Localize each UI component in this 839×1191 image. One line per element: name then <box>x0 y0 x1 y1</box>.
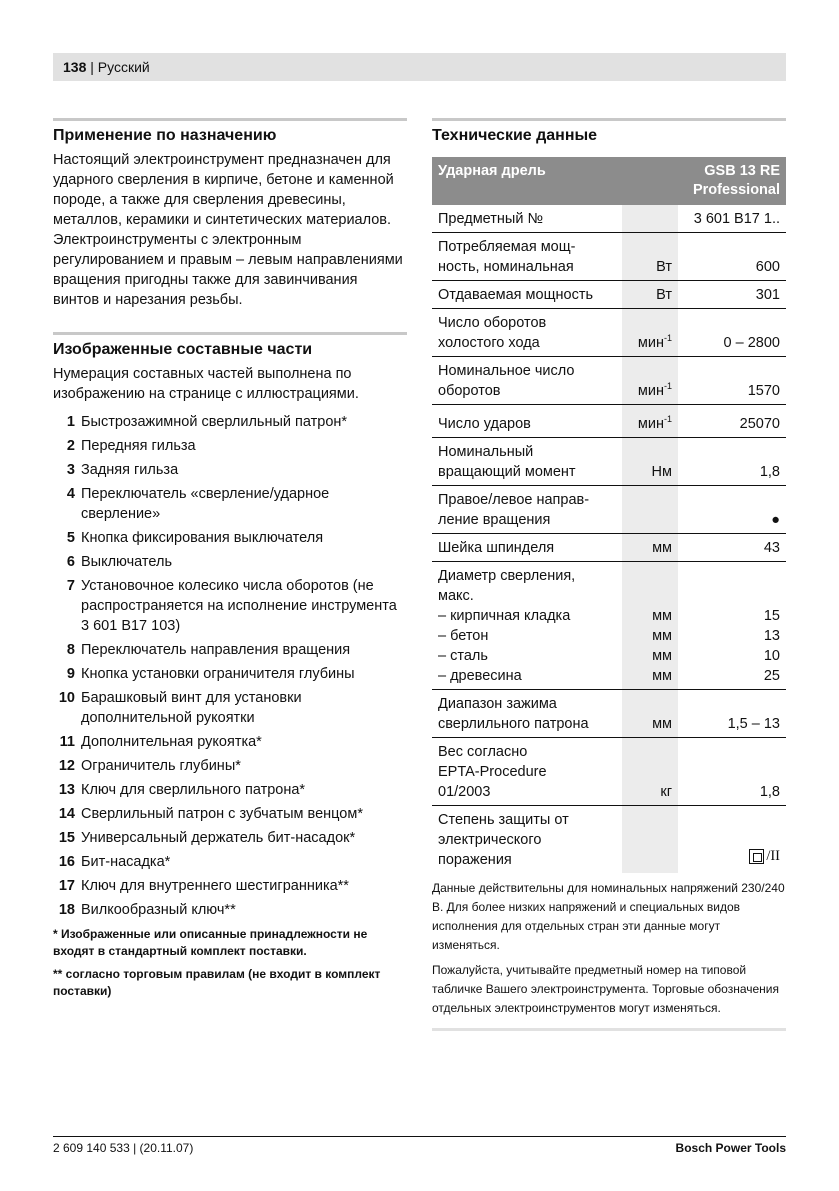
section-text: Настоящий электроинструмент предназначен для ударного сверления в кирпиче, бетоне и каменной породе, а также для сверления древесины, металлов, керамики и синтетических материалов. Электроинструменты с электронным регулированием и правым – левым направлениями вращения пригодны также для завинчивания винтов и нарезания резьбы. <box>53 152 403 308</box>
section-tech-data <box>432 118 786 1031</box>
spec-value: 15 13 10 25 <box>678 561 786 689</box>
item-text: Барашковый винт для установки дополнительной рукоятки <box>81 690 302 726</box>
left-column <box>53 118 407 1000</box>
item-number: 14 <box>58 806 75 822</box>
item-text: Переключатель направления вращения <box>81 642 351 658</box>
note: Пожалуйста, учитывайте предметный номер на типовой табличке Вашего электроинструмента. Торговые обозначения отдельных электроинструментов могут изменяться. <box>432 962 779 1015</box>
spec-unit: мм мм мм мм <box>622 561 678 689</box>
component-item <box>53 828 407 848</box>
item-number: 5 <box>66 530 75 546</box>
notes <box>432 879 786 1031</box>
component-item <box>53 484 407 524</box>
table-row <box>432 281 786 309</box>
spec-value: /II <box>678 805 786 873</box>
spec-value: 25070 <box>678 405 786 438</box>
spec-label: Правое/левое направ- ление вращения <box>432 485 622 533</box>
spec-label: Число ударов <box>432 405 622 438</box>
item-number: 2 <box>66 438 75 454</box>
spec-label: Потребляемая мощ- ность, номинальная <box>432 233 622 281</box>
component-item <box>53 528 407 548</box>
component-item <box>53 664 407 684</box>
spec-value: 1,8 <box>678 737 786 805</box>
section-intended-use <box>53 118 407 310</box>
section-title: Применение по назначению <box>53 127 277 144</box>
table-row <box>432 561 786 689</box>
item-text: Ключ для внутреннего шестигранника** <box>81 878 349 894</box>
spec-label: Номинальное число оборотов <box>432 357 622 405</box>
table-row <box>432 737 786 805</box>
spec-value: 1570 <box>678 357 786 405</box>
item-number: 12 <box>58 758 75 774</box>
note: Данные действительны для номинальных напряжений 230/240 В. Для более низких напряжений и специальных видов исполнения для отдельных стран эти данные могут изменяться. <box>432 880 785 952</box>
spec-value: 301 <box>678 281 786 309</box>
item-text: Передняя гильза <box>81 438 196 454</box>
spec-label: Шейка шпинделя <box>432 533 622 561</box>
spec-unit: мин$^{-1}$ <box>622 405 678 438</box>
page-footer <box>53 1136 786 1155</box>
item-text: Кнопка фиксирования выключателя <box>81 530 324 546</box>
table-row <box>432 357 786 405</box>
model-name: GSB 13 RE <box>704 163 780 179</box>
spec-label: Диаметр сверления, макс. – кирпичная кладка – бетон – сталь – древесина <box>432 561 622 689</box>
item-number: 7 <box>66 578 75 594</box>
item-number: 17 <box>58 878 75 894</box>
item-number: 8 <box>66 642 75 658</box>
item-text: Выключатель <box>81 554 172 570</box>
footnote: ** согласно торговым правилам (не входит в комплект поставки) <box>53 967 381 998</box>
spec-table <box>432 157 786 873</box>
item-number: 4 <box>66 486 75 502</box>
item-number: 18 <box>58 902 75 918</box>
component-item <box>53 688 407 728</box>
table-row <box>432 205 786 233</box>
table-row <box>432 689 786 737</box>
item-text: Кнопка установки ограничителя глубины <box>81 666 355 682</box>
component-item <box>53 412 407 432</box>
item-text: Задняя гильза <box>81 462 179 478</box>
component-item <box>53 900 407 920</box>
component-item <box>53 756 407 776</box>
page-header <box>53 53 786 81</box>
spec-label: Предметный № <box>432 205 622 233</box>
spec-label: Номинальный вращающий момент <box>432 437 622 485</box>
spec-label: Число оборотов холостого хода <box>432 309 622 357</box>
footnote: * Изображенные или описанные принадлежности не входят в стандартный комплект поставки. <box>53 927 368 958</box>
table-row <box>432 485 786 533</box>
table-row <box>432 233 786 281</box>
component-item <box>53 852 407 872</box>
spec-label: Диапазон зажима сверлильного патрона <box>432 689 622 737</box>
spec-value: 0 – 2800 <box>678 309 786 357</box>
component-item <box>53 460 407 480</box>
item-number: 11 <box>59 734 75 750</box>
spec-unit: мин$^{-1}$ <box>622 309 678 357</box>
item-number: 9 <box>66 666 75 682</box>
spec-unit: Вт <box>622 281 678 309</box>
spec-unit: Вт <box>622 233 678 281</box>
spec-value: 3 601 B17 1.. <box>678 205 786 233</box>
item-text: Сверлильный патрон с зубчатым венцом* <box>81 806 363 822</box>
item-text: Вилкообразный ключ** <box>81 902 236 918</box>
section-text: Нумерация составных частей выполнена по изображению на странице с иллюстрациями. <box>53 366 359 402</box>
item-number: 3 <box>66 462 75 478</box>
item-text: Ограничитель глубины* <box>81 758 241 774</box>
table-row <box>432 405 786 438</box>
spec-value: 1,8 <box>678 437 786 485</box>
spec-unit <box>622 205 678 233</box>
component-item <box>53 732 407 752</box>
brand: Bosch Power Tools <box>675 1141 786 1155</box>
item-number: 6 <box>66 554 75 570</box>
table-header-model <box>678 157 786 205</box>
item-number: 1 <box>66 414 75 430</box>
item-number: 13 <box>58 782 75 798</box>
section-title: Технические данные <box>432 127 598 144</box>
section-components <box>53 332 407 1000</box>
spec-value: 43 <box>678 533 786 561</box>
double-insulation-icon <box>749 849 764 864</box>
item-number: 15 <box>58 830 75 846</box>
component-item <box>53 552 407 572</box>
spec-unit: мм <box>622 689 678 737</box>
component-item <box>53 576 407 636</box>
component-item <box>53 640 407 660</box>
spec-unit: кг <box>622 737 678 805</box>
spec-label: Степень защиты от электрического поражения <box>438 811 569 868</box>
spec-unit: мм <box>622 533 678 561</box>
component-item <box>53 804 407 824</box>
spec-unit: Нм <box>622 437 678 485</box>
item-text: Универсальный держатель бит-насадок* <box>81 830 356 846</box>
component-item <box>53 780 407 800</box>
table-row <box>432 309 786 357</box>
model-line: Professional <box>692 182 780 198</box>
spec-unit: мин$^{-1}$ <box>622 357 678 405</box>
spec-unit <box>622 485 678 533</box>
item-text: Ключ для сверлильного патрона* <box>81 782 306 798</box>
section-title: Изображенные составные части <box>53 341 313 358</box>
spec-value: ● <box>678 485 786 533</box>
right-column <box>432 118 786 1031</box>
component-item <box>53 436 407 456</box>
table-row <box>432 533 786 561</box>
header-separator: | <box>86 59 98 75</box>
spec-value: 1,5 – 13 <box>678 689 786 737</box>
item-text: Дополнительная рукоятка* <box>81 734 262 750</box>
table-row <box>432 805 786 873</box>
spec-label: Вес согласно EPTA-Procedure 01/2003 <box>432 737 622 805</box>
item-text: Бит-насадка* <box>81 854 171 870</box>
item-text: Переключатель «сверление/ударное сверление» <box>81 486 330 522</box>
page-number: 138 <box>63 59 87 75</box>
table-row <box>432 437 786 485</box>
component-list <box>53 412 407 920</box>
item-number: 16 <box>58 854 75 870</box>
item-text: Быстрозажимной сверлильный патрон* <box>81 414 348 430</box>
item-number: 10 <box>58 690 75 706</box>
spec-unit <box>622 805 678 873</box>
doc-number: 2 609 140 533 | (20.11.07) <box>53 1141 194 1155</box>
table-header-tool: Ударная дрель <box>432 157 678 205</box>
spec-label: Отдаваемая мощность <box>432 281 622 309</box>
component-item <box>53 876 407 896</box>
header-language: Русский <box>97 59 150 75</box>
item-text: Установочное колесико числа оборотов (не распространяется на исполнение инструмента 3 601 B17 103) <box>81 578 397 634</box>
spec-value: 600 <box>678 233 786 281</box>
